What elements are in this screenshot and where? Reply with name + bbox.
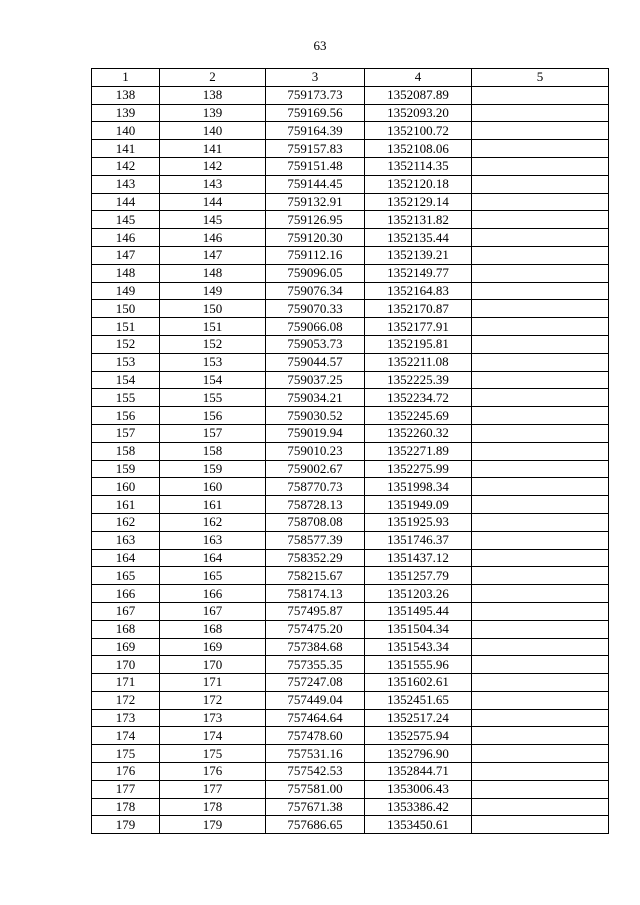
table-cell: 170 <box>160 656 266 674</box>
table-cell: 156 <box>160 407 266 425</box>
table-cell: 759070.33 <box>266 300 365 318</box>
table-cell: 154 <box>160 371 266 389</box>
table-cell: 1351925.93 <box>365 513 472 531</box>
table-row <box>92 745 609 763</box>
table-cell: 172 <box>160 691 266 709</box>
table-cell <box>472 371 609 389</box>
table-cell: 139 <box>160 104 266 122</box>
table-cell: 759144.45 <box>266 175 365 193</box>
table-cell: 1353450.61 <box>365 816 472 834</box>
table-cell <box>472 282 609 300</box>
table-row <box>92 674 609 692</box>
table-cell: 757355.35 <box>266 656 365 674</box>
table-cell <box>472 442 609 460</box>
table-cell: 169 <box>92 638 160 656</box>
table-cell: 176 <box>92 763 160 781</box>
table-cell: 156 <box>92 407 160 425</box>
table-cell <box>472 531 609 549</box>
table-row <box>92 709 609 727</box>
table-cell <box>472 86 609 104</box>
table-cell: 1352575.94 <box>365 727 472 745</box>
table-row <box>92 727 609 745</box>
table-row <box>92 389 609 407</box>
table-row <box>92 816 609 834</box>
column-header: 5 <box>472 69 609 87</box>
table-cell: 164 <box>160 549 266 567</box>
table-cell: 759030.52 <box>266 407 365 425</box>
table-cell: 1352108.06 <box>365 140 472 158</box>
table-row <box>92 691 609 709</box>
table-row <box>92 157 609 175</box>
table-row <box>92 211 609 229</box>
table-cell: 757686.65 <box>266 816 365 834</box>
table-cell: 1352131.82 <box>365 211 472 229</box>
table-cell: 1352271.89 <box>365 442 472 460</box>
table-cell <box>472 727 609 745</box>
table-row <box>92 567 609 585</box>
table-cell: 148 <box>160 264 266 282</box>
table-cell: 1352093.20 <box>365 104 472 122</box>
table-cell: 155 <box>160 389 266 407</box>
table-header-row <box>92 69 609 87</box>
column-header: 4 <box>365 69 472 87</box>
table-cell <box>472 798 609 816</box>
table-cell: 138 <box>92 86 160 104</box>
table-cell <box>472 157 609 175</box>
table-cell: 1351543.34 <box>365 638 472 656</box>
table-cell: 144 <box>92 193 160 211</box>
table-cell: 160 <box>160 478 266 496</box>
table-row <box>92 549 609 567</box>
table-row <box>92 193 609 211</box>
table-cell: 1351203.26 <box>365 585 472 603</box>
table-cell: 173 <box>160 709 266 727</box>
table-cell <box>472 140 609 158</box>
table-row <box>92 602 609 620</box>
table-cell <box>472 407 609 425</box>
table-cell <box>472 620 609 638</box>
table-cell: 759076.34 <box>266 282 365 300</box>
table-cell: 1352195.81 <box>365 335 472 353</box>
table-cell: 177 <box>92 780 160 798</box>
table-cell: 171 <box>160 674 266 692</box>
table-cell <box>472 513 609 531</box>
table-cell: 145 <box>160 211 266 229</box>
column-header: 2 <box>160 69 266 87</box>
table-cell: 1352225.39 <box>365 371 472 389</box>
table-cell: 759019.94 <box>266 424 365 442</box>
table-cell: 147 <box>92 246 160 264</box>
table-cell <box>472 122 609 140</box>
table-row <box>92 478 609 496</box>
table-cell: 175 <box>92 745 160 763</box>
table-row <box>92 496 609 514</box>
table-cell: 757449.04 <box>266 691 365 709</box>
table-cell: 1352275.99 <box>365 460 472 478</box>
table-cell: 153 <box>92 353 160 371</box>
table-cell: 163 <box>92 531 160 549</box>
table-cell: 759010.23 <box>266 442 365 460</box>
coordinates-table <box>91 68 609 834</box>
table-cell <box>472 104 609 122</box>
table-cell: 166 <box>160 585 266 603</box>
table-cell: 140 <box>160 122 266 140</box>
table-cell: 757464.64 <box>266 709 365 727</box>
table-cell <box>472 335 609 353</box>
table-cell: 1352087.89 <box>365 86 472 104</box>
table-cell <box>472 478 609 496</box>
table-cell: 1352234.72 <box>365 389 472 407</box>
table-cell: 142 <box>160 157 266 175</box>
table-cell: 178 <box>92 798 160 816</box>
table-cell: 145 <box>92 211 160 229</box>
table-cell: 159 <box>160 460 266 478</box>
table-cell: 144 <box>160 193 266 211</box>
table-cell: 148 <box>92 264 160 282</box>
table-cell: 759034.21 <box>266 389 365 407</box>
table-row <box>92 229 609 247</box>
table-cell: 757542.53 <box>266 763 365 781</box>
table-cell: 1352170.87 <box>365 300 472 318</box>
table-cell: 759053.73 <box>266 335 365 353</box>
table-cell: 179 <box>92 816 160 834</box>
table-row <box>92 531 609 549</box>
table-cell: 161 <box>160 496 266 514</box>
table-cell: 170 <box>92 656 160 674</box>
table-row <box>92 798 609 816</box>
column-header: 3 <box>266 69 365 87</box>
table-cell <box>472 264 609 282</box>
table-cell: 150 <box>160 300 266 318</box>
table-cell <box>472 549 609 567</box>
table-cell <box>472 674 609 692</box>
table-cell: 759132.91 <box>266 193 365 211</box>
table-cell: 141 <box>92 140 160 158</box>
table-cell: 1353386.42 <box>365 798 472 816</box>
table-cell: 167 <box>160 602 266 620</box>
table-cell: 172 <box>92 691 160 709</box>
table-cell: 1352844.71 <box>365 763 472 781</box>
table-row <box>92 318 609 336</box>
table-cell: 1352451.65 <box>365 691 472 709</box>
table-row <box>92 460 609 478</box>
table-cell <box>472 318 609 336</box>
table-cell: 175 <box>160 745 266 763</box>
table-cell: 758728.13 <box>266 496 365 514</box>
table-cell <box>472 460 609 478</box>
table-cell <box>472 567 609 585</box>
table-cell: 152 <box>92 335 160 353</box>
table-cell: 151 <box>92 318 160 336</box>
table-cell: 146 <box>160 229 266 247</box>
table-row <box>92 335 609 353</box>
table-row <box>92 282 609 300</box>
table-row <box>92 86 609 104</box>
table-row <box>92 620 609 638</box>
table-cell: 1351437.12 <box>365 549 472 567</box>
table-cell: 165 <box>160 567 266 585</box>
table-cell <box>472 246 609 264</box>
table-cell <box>472 709 609 727</box>
table-cell: 139 <box>92 104 160 122</box>
table-cell: 177 <box>160 780 266 798</box>
table-cell: 163 <box>160 531 266 549</box>
table-row <box>92 175 609 193</box>
table-cell: 138 <box>160 86 266 104</box>
table-cell <box>472 175 609 193</box>
table-cell: 758352.29 <box>266 549 365 567</box>
table-row <box>92 264 609 282</box>
table-cell: 758708.08 <box>266 513 365 531</box>
table-row <box>92 656 609 674</box>
table-cell <box>472 602 609 620</box>
table-cell: 759126.95 <box>266 211 365 229</box>
table-cell: 178 <box>160 798 266 816</box>
table-cell: 758770.73 <box>266 478 365 496</box>
table-row <box>92 780 609 798</box>
table-cell: 1351998.34 <box>365 478 472 496</box>
table-cell <box>472 389 609 407</box>
table-row <box>92 442 609 460</box>
table-cell: 153 <box>160 353 266 371</box>
table-cell <box>472 193 609 211</box>
table-cell: 758577.39 <box>266 531 365 549</box>
table-row <box>92 513 609 531</box>
table-cell: 162 <box>160 513 266 531</box>
table-cell: 151 <box>160 318 266 336</box>
table-cell <box>472 656 609 674</box>
table-cell: 757581.00 <box>266 780 365 798</box>
table-cell <box>472 691 609 709</box>
table-row <box>92 407 609 425</box>
table-cell: 174 <box>92 727 160 745</box>
table-cell: 1351257.79 <box>365 567 472 585</box>
table-cell: 1351949.09 <box>365 496 472 514</box>
table-cell: 1351495.44 <box>365 602 472 620</box>
table-cell: 158 <box>160 442 266 460</box>
table-cell: 1352245.69 <box>365 407 472 425</box>
table-cell: 759169.56 <box>266 104 365 122</box>
table-row <box>92 122 609 140</box>
table-cell: 1352260.32 <box>365 424 472 442</box>
table-cell: 140 <box>92 122 160 140</box>
table-cell <box>472 585 609 603</box>
table-cell: 759002.67 <box>266 460 365 478</box>
table-cell: 171 <box>92 674 160 692</box>
table-cell: 759037.25 <box>266 371 365 389</box>
table-cell: 149 <box>92 282 160 300</box>
table-cell: 169 <box>160 638 266 656</box>
table-cell: 155 <box>92 389 160 407</box>
table-cell: 150 <box>92 300 160 318</box>
table-cell: 1352164.83 <box>365 282 472 300</box>
table-cell: 1352135.44 <box>365 229 472 247</box>
table-row <box>92 104 609 122</box>
table-row <box>92 140 609 158</box>
table-cell: 1353006.43 <box>365 780 472 798</box>
table-cell: 759151.48 <box>266 157 365 175</box>
table-cell: 759096.05 <box>266 264 365 282</box>
table-cell: 159 <box>92 460 160 478</box>
table-cell: 1352129.14 <box>365 193 472 211</box>
table-cell: 1351602.61 <box>365 674 472 692</box>
table-cell: 174 <box>160 727 266 745</box>
table-cell: 167 <box>92 602 160 620</box>
table-row <box>92 353 609 371</box>
table-cell: 166 <box>92 585 160 603</box>
table-cell: 141 <box>160 140 266 158</box>
table-cell <box>472 763 609 781</box>
table-row <box>92 585 609 603</box>
table-cell: 160 <box>92 478 160 496</box>
table-cell: 176 <box>160 763 266 781</box>
table-row <box>92 371 609 389</box>
table-cell: 179 <box>160 816 266 834</box>
table-cell: 759164.39 <box>266 122 365 140</box>
table-cell: 1352149.77 <box>365 264 472 282</box>
table-cell: 757671.38 <box>266 798 365 816</box>
table-cell <box>472 211 609 229</box>
table-cell: 1352114.35 <box>365 157 472 175</box>
table-cell <box>472 745 609 763</box>
table-cell: 161 <box>92 496 160 514</box>
table-cell: 1352120.18 <box>365 175 472 193</box>
table-cell: 143 <box>160 175 266 193</box>
table-cell: 173 <box>92 709 160 727</box>
table-cell: 142 <box>92 157 160 175</box>
column-header: 1 <box>92 69 160 87</box>
table-cell: 1351555.96 <box>365 656 472 674</box>
table-cell: 757247.08 <box>266 674 365 692</box>
table-cell <box>472 300 609 318</box>
table-cell: 168 <box>92 620 160 638</box>
table-cell <box>472 229 609 247</box>
table-cell: 1351746.37 <box>365 531 472 549</box>
table-cell: 149 <box>160 282 266 300</box>
table-cell: 1352211.08 <box>365 353 472 371</box>
table-cell <box>472 638 609 656</box>
table-cell: 158 <box>92 442 160 460</box>
table-cell: 759157.83 <box>266 140 365 158</box>
table-cell: 759173.73 <box>266 86 365 104</box>
page-number: 63 <box>313 38 327 53</box>
table-row <box>92 300 609 318</box>
table-cell: 758215.67 <box>266 567 365 585</box>
table-body <box>92 86 609 833</box>
table-cell: 758174.13 <box>266 585 365 603</box>
table-cell: 757478.60 <box>266 727 365 745</box>
table-cell: 759066.08 <box>266 318 365 336</box>
table-cell: 759112.16 <box>266 246 365 264</box>
table-cell <box>472 816 609 834</box>
table-cell: 164 <box>92 549 160 567</box>
table-cell: 1352139.21 <box>365 246 472 264</box>
table-cell: 757531.16 <box>266 745 365 763</box>
table-row <box>92 638 609 656</box>
table-cell: 165 <box>92 567 160 585</box>
table-cell: 1352517.24 <box>365 709 472 727</box>
table-cell <box>472 780 609 798</box>
table-cell: 157 <box>92 424 160 442</box>
table-row <box>92 246 609 264</box>
table-cell: 757495.87 <box>266 602 365 620</box>
table-cell: 1352796.90 <box>365 745 472 763</box>
table-cell: 1352177.91 <box>365 318 472 336</box>
table-cell: 162 <box>92 513 160 531</box>
table-cell: 757384.68 <box>266 638 365 656</box>
table-cell: 757475.20 <box>266 620 365 638</box>
table-cell <box>472 353 609 371</box>
table-cell: 759044.57 <box>266 353 365 371</box>
table-cell <box>472 424 609 442</box>
table-row <box>92 763 609 781</box>
table-cell: 154 <box>92 371 160 389</box>
table-cell: 759120.30 <box>266 229 365 247</box>
table-cell: 1352100.72 <box>365 122 472 140</box>
table-cell: 143 <box>92 175 160 193</box>
table-cell <box>472 496 609 514</box>
table-cell: 168 <box>160 620 266 638</box>
table-cell: 157 <box>160 424 266 442</box>
table-cell: 147 <box>160 246 266 264</box>
table-cell: 146 <box>92 229 160 247</box>
table-cell: 152 <box>160 335 266 353</box>
table-row <box>92 424 609 442</box>
table-cell: 1351504.34 <box>365 620 472 638</box>
